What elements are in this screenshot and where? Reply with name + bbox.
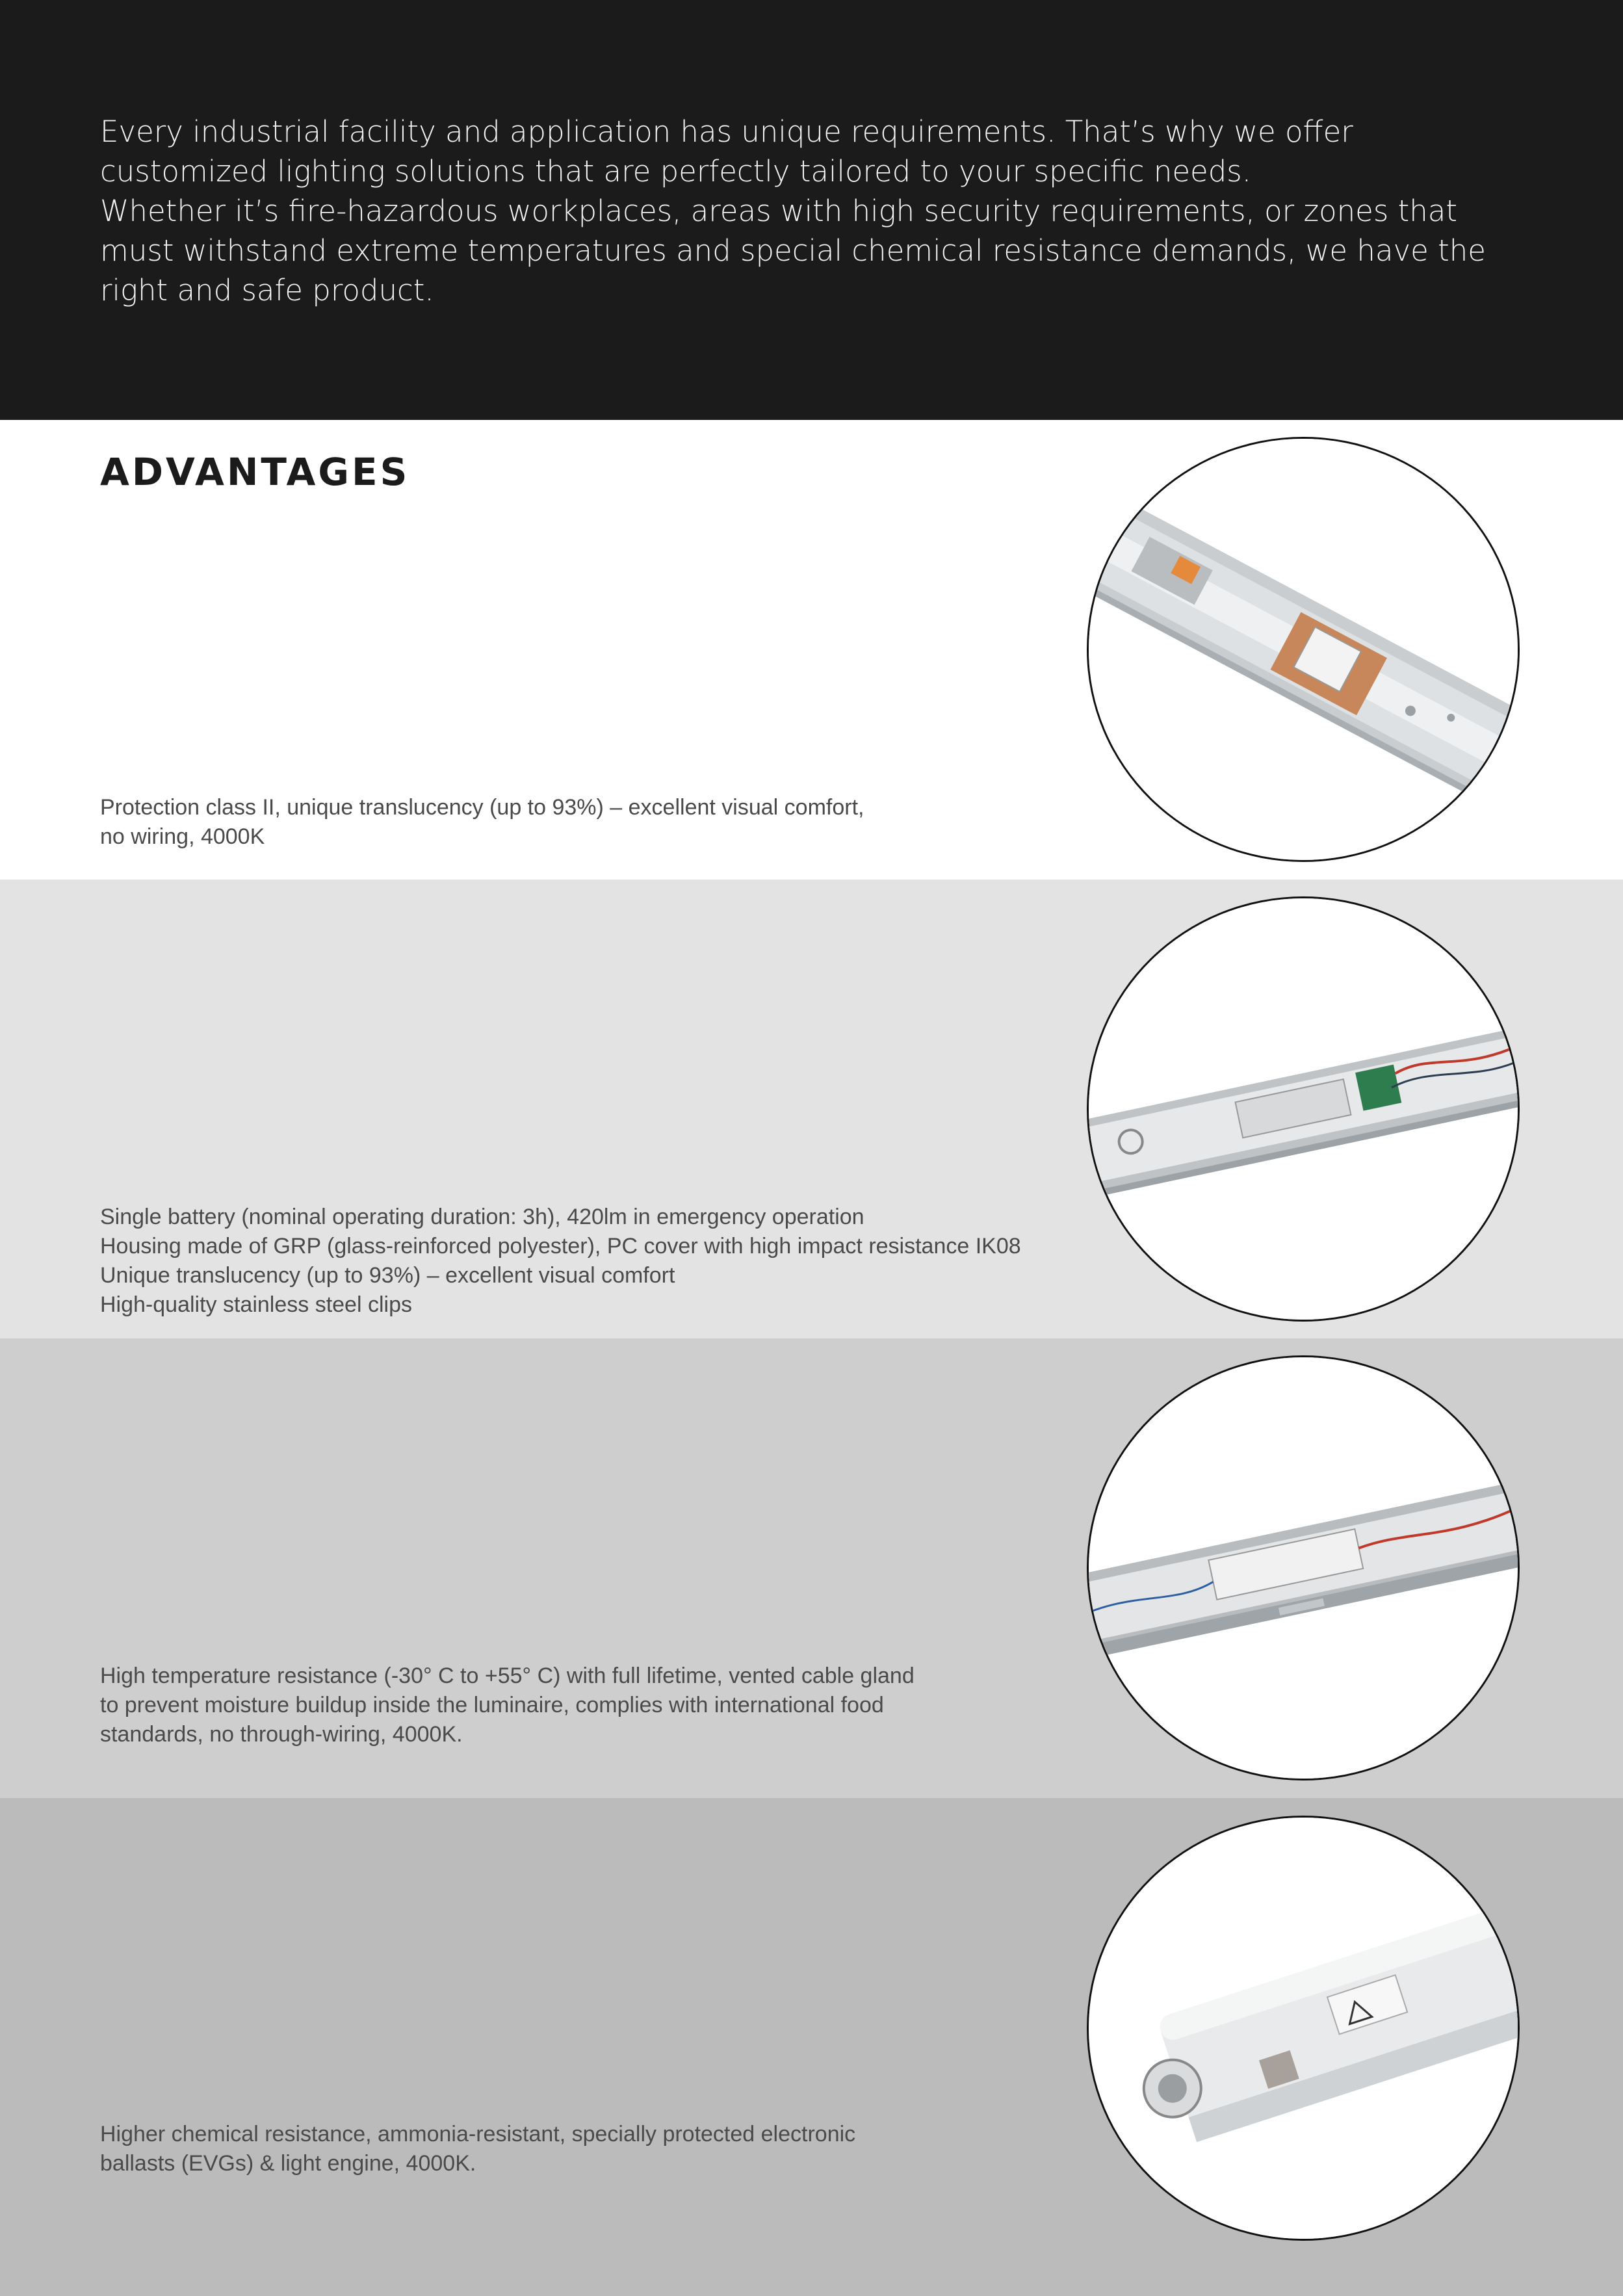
advantage-2-line-4: High-quality stainless steel clips [100, 1292, 412, 1317]
luminaire-image-1 [1087, 437, 1520, 862]
advantage-section-1 [0, 420, 1623, 880]
luminaire-illustration-1 [1089, 439, 1518, 860]
advantage-4-line-2: ballasts (EVGs) & light engine, 4000K. [100, 2151, 476, 2176]
luminaire-illustration-3 [1089, 1357, 1518, 1779]
advantage-3-line-1: High temperature resistance (-30° C to +55° C) with full lifetime, vented cable gland [100, 1663, 915, 1688]
advantage-section-4 [0, 1798, 1623, 2296]
intro-section [0, 0, 1623, 420]
advantage-section-3 [0, 1338, 1623, 1798]
intro-paragraph [100, 112, 1491, 310]
luminaire-image-3 [1087, 1355, 1520, 1781]
advantage-description-1 [100, 793, 1114, 852]
advantage-1-line-1: Protection class II, unique translucency (up to 93%) – excellent visual comfort, [100, 795, 864, 820]
luminaire-image-4 [1087, 1816, 1520, 2241]
luminaire-illustration-2 [1089, 898, 1518, 1320]
advantage-description-2 [100, 1203, 1114, 1320]
luminaire-image-2 [1087, 896, 1520, 1322]
luminaire-illustration-4 [1089, 1818, 1518, 2239]
advantage-2-line-1: Single battery (nominal operating duration: 3h), 420lm in emergency operation [100, 1205, 864, 1229]
advantage-2-line-2: Housing made of GRP (glass-reinforced polyester), PC cover with high impact resistance IK08 [100, 1234, 1021, 1259]
advantage-4-line-1: Higher chemical resistance, ammonia-resistant, specially protected electronic [100, 2122, 856, 2146]
advantage-description-4 [100, 2120, 1114, 2178]
advantage-description-3 [100, 1662, 1114, 1749]
advantage-3-line-2: to prevent moisture buildup inside the luminaire, complies with international food [100, 1693, 884, 1717]
intro-text-1: Every industrial facility and application has unique requirements. That’s why we offer customized lighting solutions that are perfectly tailored to your specific needs. [100, 114, 1353, 189]
advantage-1-line-2: no wiring, 4000K [100, 824, 265, 849]
advantage-3-line-3: standards, no through-wiring, 4000K. [100, 1722, 463, 1747]
advantages-heading: ADVANTAGES [100, 450, 410, 494]
advantage-section-2 [0, 880, 1623, 1338]
advantage-2-line-3: Unique translucency (up to 93%) – excellent visual comfort [100, 1263, 675, 1288]
intro-text-2: Whether it’s fire-hazardous workplaces, areas with high security requirements, or zones that must withstand extreme temperatures and special chemical resistance demands, we have the right and safe product. [100, 194, 1486, 307]
